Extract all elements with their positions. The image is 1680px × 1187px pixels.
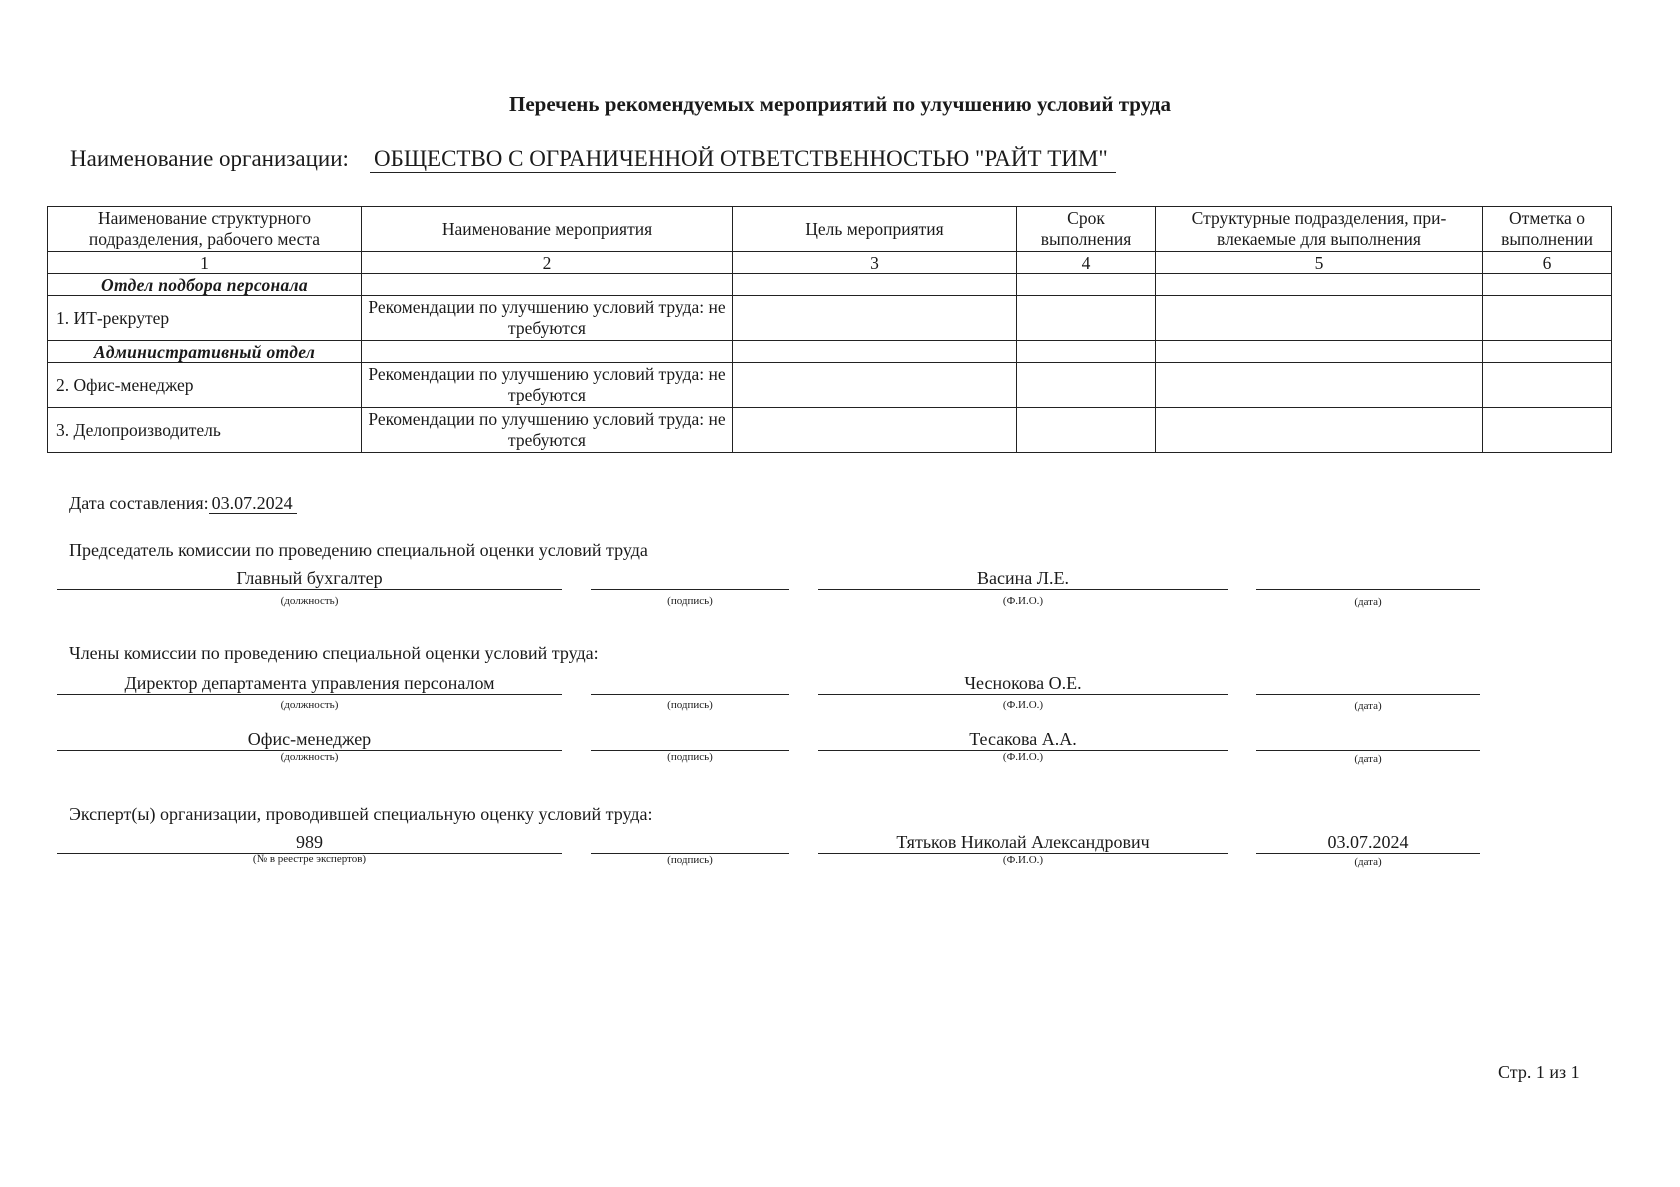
empty-cell: [1483, 363, 1612, 408]
empty-cell: [1156, 341, 1483, 363]
caption-signature: (подпись): [667, 595, 713, 607]
empty-cell: [733, 274, 1017, 296]
empty-cell: [1017, 341, 1156, 363]
measure-name: Рекомендации по улучшению условий труда: не требуются: [362, 408, 733, 453]
member-name: Тесакова А.А.: [969, 729, 1077, 749]
empty-cell: [1483, 296, 1612, 341]
member-name: Чеснокова О.Е.: [964, 673, 1082, 693]
empty-cell: [1483, 341, 1612, 363]
signature-line: [1256, 694, 1480, 695]
header-cell: Отметка о выполнении: [1483, 207, 1612, 252]
caption-position: (должность): [280, 595, 339, 607]
expert-heading: Эксперт(ы) организации, проводившей специальную оценку условий труда:: [69, 804, 653, 824]
department-name: Отдел подбора персонала: [48, 274, 362, 296]
member-position: Директор департамента управления персоналом: [124, 673, 495, 693]
caption-registry: (№ в реестре экспертов): [252, 853, 367, 865]
column-number: 1: [48, 252, 362, 274]
signature-line: [57, 589, 562, 590]
column-number: 2: [362, 252, 733, 274]
caption-date: (дата): [1354, 856, 1382, 868]
column-number: 3: [733, 252, 1017, 274]
caption-date: (дата): [1354, 700, 1382, 712]
empty-cell: [733, 296, 1017, 341]
signature-line: [818, 589, 1228, 590]
caption-signature: (подпись): [667, 751, 713, 763]
signature-line: [818, 694, 1228, 695]
empty-cell: [733, 341, 1017, 363]
empty-cell: [362, 274, 733, 296]
measures-table: [47, 206, 1612, 453]
empty-cell: [1017, 296, 1156, 341]
column-number: 4: [1017, 252, 1156, 274]
caption-fio: (Ф.И.О.): [1002, 595, 1044, 607]
signature-line: [1256, 853, 1480, 854]
chairman-heading: Председатель комиссии по проведению специальной оценки условий труда: [69, 540, 648, 560]
signature-line: [591, 694, 789, 695]
compilation-date-label: Дата составления:: [69, 493, 209, 513]
caption-fio: (Ф.И.О.): [1002, 854, 1044, 866]
department-name: Административный отдел: [48, 341, 362, 363]
signature-line: [57, 694, 562, 695]
header-cell: Срок выполнения: [1017, 207, 1156, 252]
column-number: 6: [1483, 252, 1612, 274]
header-cell: Наименование структурного подразделения, рабочего места: [48, 207, 362, 252]
caption-date: (дата): [1354, 753, 1382, 765]
member-position: Офис-менеджер: [247, 729, 372, 749]
header-cell: Наименование мероприятия: [362, 207, 733, 252]
expert-registry-number: 989: [296, 832, 323, 852]
chairman-position: Главный бухгалтер: [236, 568, 383, 588]
empty-cell: [362, 341, 733, 363]
empty-cell: [1156, 274, 1483, 296]
organization-label: Наименование организации:: [70, 146, 349, 171]
caption-fio: (Ф.И.О.): [1002, 751, 1044, 763]
caption-fio: (Ф.И.О.): [1002, 699, 1044, 711]
document-title: Перечень рекомендуемых мероприятий по улучшению условий труда: [509, 92, 1171, 116]
header-cell: Структурные подразделения, при-влекаемые для выполнения: [1156, 207, 1483, 252]
empty-cell: [1156, 408, 1483, 453]
empty-cell: [733, 408, 1017, 453]
empty-cell: [1156, 296, 1483, 341]
department-row: [48, 341, 1612, 363]
department-row: [48, 274, 1612, 296]
caption-position: (должность): [280, 699, 339, 711]
table-row: [48, 408, 1612, 453]
compilation-date-value: 03.07.2024: [209, 493, 297, 514]
page-number: Стр. 1 из 1: [1498, 1062, 1580, 1082]
empty-cell: [1017, 363, 1156, 408]
organization-name: ОБЩЕСТВО С ОГРАНИЧЕННОЙ ОТВЕТСТВЕННОСТЬЮ "РАЙТ ТИМ": [370, 146, 1116, 173]
column-number-row: [48, 252, 1612, 274]
members-heading: Члены комиссии по проведению специальной оценки условий труда:: [69, 643, 599, 663]
signature-line: [591, 589, 789, 590]
table-row: [48, 296, 1612, 341]
empty-cell: [1156, 363, 1483, 408]
signature-line: [1256, 750, 1480, 751]
caption-signature: (подпись): [667, 854, 713, 866]
header-cell: Цель мероприятия: [733, 207, 1017, 252]
workplace-name: 3. Делопроизводитель: [48, 408, 362, 453]
compilation-date: [69, 493, 297, 514]
caption-signature: (подпись): [667, 699, 713, 711]
expert-date: 03.07.2024: [1327, 832, 1409, 852]
chairman-name: Васина Л.Е.: [977, 568, 1069, 588]
empty-cell: [1483, 274, 1612, 296]
column-number: 5: [1156, 252, 1483, 274]
expert-name: Тятьков Николай Александрович: [896, 832, 1150, 852]
empty-cell: [1017, 408, 1156, 453]
empty-cell: [1483, 408, 1612, 453]
table-row: [48, 363, 1612, 408]
caption-date: (дата): [1354, 596, 1382, 608]
empty-cell: [1017, 274, 1156, 296]
signature-line: [1256, 589, 1480, 590]
caption-position: (должность): [280, 751, 339, 763]
empty-cell: [733, 363, 1017, 408]
workplace-name: 2. Офис-менеджер: [48, 363, 362, 408]
measure-name: Рекомендации по улучшению условий труда: не требуются: [362, 363, 733, 408]
table-header-row: [48, 207, 1612, 252]
measure-name: Рекомендации по улучшению условий труда: не требуются: [362, 296, 733, 341]
workplace-name: 1. ИТ-рекрутер: [48, 296, 362, 341]
